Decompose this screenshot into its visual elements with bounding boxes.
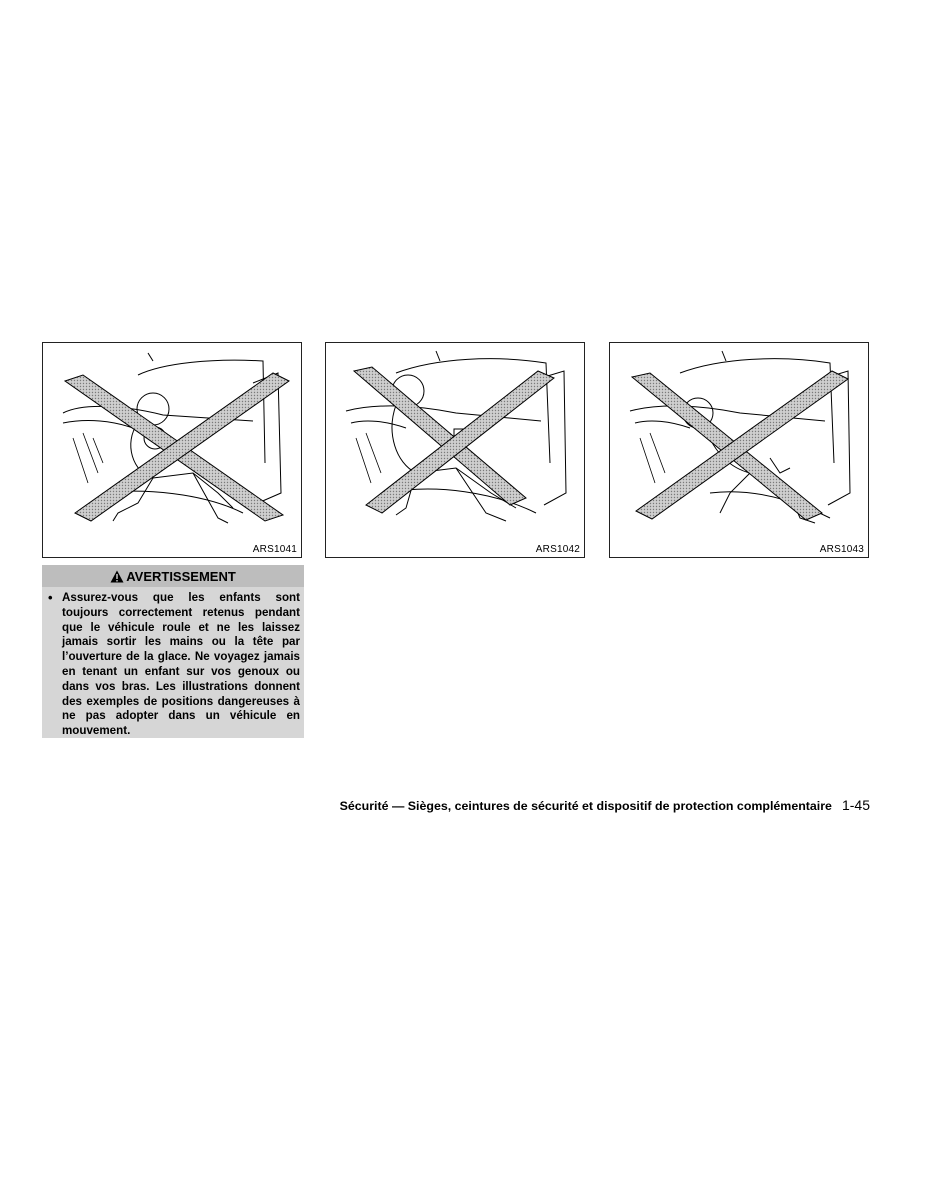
warning-header [42,565,304,587]
page-number: 1-45 [841,797,870,813]
section-title: Sécurité — Sièges, ceintures de sécurité et dispositif de protection complémentaire [339,799,832,813]
figure-code: ARS1041 [252,544,297,555]
car-interior-drawing [610,343,868,557]
figure-code: ARS1043 [819,544,864,555]
warning-box [42,565,304,738]
illustration-child-leaning [609,342,869,558]
warning-title: AVERTISSEMENT [126,568,236,584]
figure-code: ARS1042 [535,544,580,555]
car-interior-drawing [326,343,584,557]
warning-item [48,591,300,739]
illustration-child-on-lap [42,342,302,558]
car-interior-drawing [43,343,301,557]
bullet: • [48,590,53,605]
warning-text: Assurez-vous que les enfants sont toujours correctement retenus pendant que le véhicule roule et ne les laissez jamais sortir les mains ou la tête par l’ouverture de la glace. Ne voyagez jamais en tenant un enfant sur vos genoux ou dans vos bras. Les illustrations donnent des exemples de positions dangereuses à ne pas adopter dans un véhicule en mouvement. [62,591,300,738]
warning-triangle-icon [110,570,124,583]
illustration-child-standing [325,342,585,558]
page-footer [280,797,870,817]
